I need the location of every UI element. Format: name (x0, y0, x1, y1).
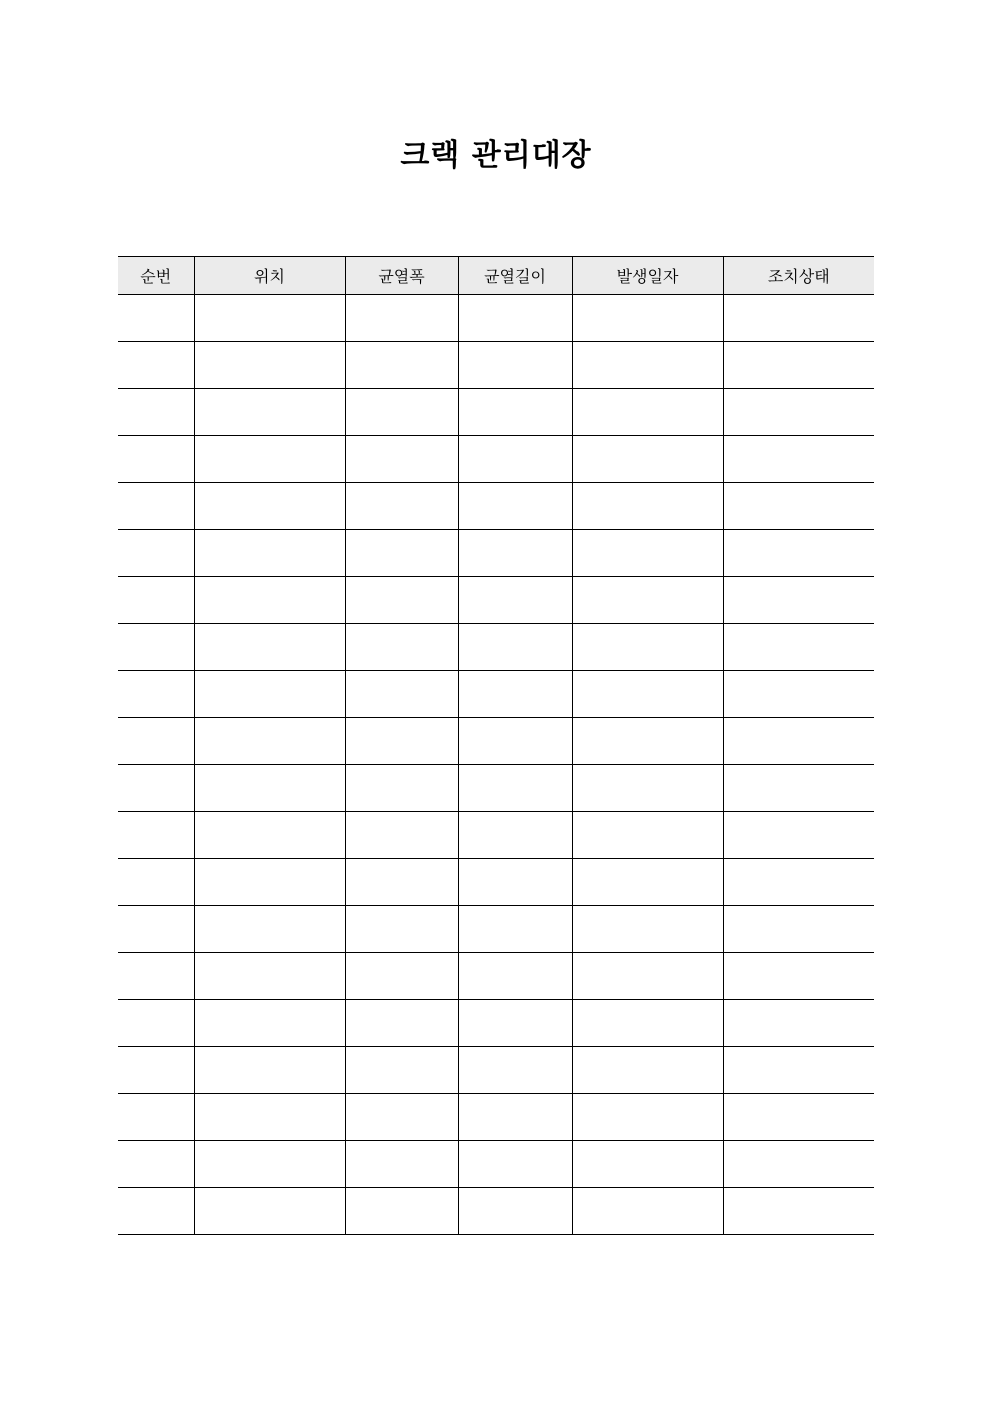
serial-number-cell (118, 953, 194, 1000)
crack-width-cell (345, 765, 458, 812)
crack-width-cell (345, 906, 458, 953)
crack-length-cell (458, 718, 572, 765)
serial-number-cell (118, 671, 194, 718)
header-row (118, 257, 874, 295)
serial-number-cell (118, 812, 194, 859)
table-row (118, 1094, 874, 1141)
table-row (118, 671, 874, 718)
table-row (118, 483, 874, 530)
header-action-status: 조치상태 (723, 257, 874, 295)
crack-width-cell (345, 389, 458, 436)
table-row (118, 812, 874, 859)
crack-length-cell (458, 1000, 572, 1047)
crack-length-cell (458, 624, 572, 671)
occurrence-date-cell (572, 295, 723, 342)
location-cell (194, 295, 345, 342)
action-status-cell (723, 812, 874, 859)
header-crack-width: 균열폭 (345, 257, 458, 295)
crack-width-cell (345, 1188, 458, 1235)
crack-width-cell (345, 1047, 458, 1094)
crack-length-cell (458, 389, 572, 436)
table-row (118, 342, 874, 389)
action-status-cell (723, 389, 874, 436)
table-row (118, 389, 874, 436)
table-row (118, 906, 874, 953)
crack-width-cell (345, 483, 458, 530)
serial-number-cell (118, 1094, 194, 1141)
crack-width-cell (345, 859, 458, 906)
location-cell (194, 577, 345, 624)
action-status-cell (723, 1000, 874, 1047)
crack-width-cell (345, 812, 458, 859)
action-status-cell (723, 953, 874, 1000)
crack-width-cell (345, 577, 458, 624)
serial-number-cell (118, 483, 194, 530)
crack-width-cell (345, 1094, 458, 1141)
serial-number-cell (118, 624, 194, 671)
location-cell (194, 342, 345, 389)
table-row (118, 953, 874, 1000)
table-row (118, 1047, 874, 1094)
serial-number-cell (118, 765, 194, 812)
location-cell (194, 389, 345, 436)
action-status-cell (723, 1188, 874, 1235)
serial-number-cell (118, 906, 194, 953)
location-cell (194, 436, 345, 483)
crack-length-cell (458, 295, 572, 342)
crack-register-table (118, 256, 874, 1235)
serial-number-cell (118, 1047, 194, 1094)
crack-width-cell (345, 624, 458, 671)
location-cell (194, 671, 345, 718)
crack-length-cell (458, 953, 572, 1000)
serial-number-cell (118, 295, 194, 342)
serial-number-cell (118, 718, 194, 765)
crack-length-cell (458, 1047, 572, 1094)
table-body (118, 295, 874, 1235)
table-row (118, 1141, 874, 1188)
crack-width-cell (345, 953, 458, 1000)
header-crack-length: 균열길이 (458, 257, 572, 295)
occurrence-date-cell (572, 765, 723, 812)
occurrence-date-cell (572, 577, 723, 624)
location-cell (194, 530, 345, 577)
crack-length-cell (458, 342, 572, 389)
action-status-cell (723, 765, 874, 812)
crack-width-cell (345, 671, 458, 718)
crack-length-cell (458, 530, 572, 577)
occurrence-date-cell (572, 953, 723, 1000)
action-status-cell (723, 1047, 874, 1094)
crack-length-cell (458, 577, 572, 624)
table-row (118, 624, 874, 671)
occurrence-date-cell (572, 436, 723, 483)
table-row (118, 859, 874, 906)
location-cell (194, 765, 345, 812)
header-occurrence-date: 발생일자 (572, 257, 723, 295)
occurrence-date-cell (572, 718, 723, 765)
location-cell (194, 906, 345, 953)
table-row (118, 1000, 874, 1047)
occurrence-date-cell (572, 1000, 723, 1047)
crack-width-cell (345, 342, 458, 389)
location-cell (194, 953, 345, 1000)
page-title: 크랙 관리대장 (400, 138, 592, 173)
serial-number-cell (118, 1141, 194, 1188)
location-cell (194, 859, 345, 906)
header-serial-number: 순번 (118, 257, 194, 295)
serial-number-cell (118, 342, 194, 389)
crack-width-cell (345, 530, 458, 577)
serial-number-cell (118, 530, 194, 577)
crack-length-cell (458, 1094, 572, 1141)
occurrence-date-cell (572, 530, 723, 577)
action-status-cell (723, 436, 874, 483)
crack-length-cell (458, 1141, 572, 1188)
occurrence-date-cell (572, 483, 723, 530)
table-row (118, 718, 874, 765)
crack-width-cell (345, 718, 458, 765)
action-status-cell (723, 1141, 874, 1188)
location-cell (194, 1188, 345, 1235)
serial-number-cell (118, 1000, 194, 1047)
occurrence-date-cell (572, 812, 723, 859)
occurrence-date-cell (572, 671, 723, 718)
serial-number-cell (118, 577, 194, 624)
serial-number-cell (118, 389, 194, 436)
crack-length-cell (458, 1188, 572, 1235)
action-status-cell (723, 295, 874, 342)
crack-length-cell (458, 483, 572, 530)
location-cell (194, 1141, 345, 1188)
location-cell (194, 1094, 345, 1141)
table-header (118, 257, 874, 295)
serial-number-cell (118, 859, 194, 906)
occurrence-date-cell (572, 389, 723, 436)
table-row (118, 765, 874, 812)
table-row (118, 295, 874, 342)
action-status-cell (723, 671, 874, 718)
crack-length-cell (458, 812, 572, 859)
occurrence-date-cell (572, 624, 723, 671)
location-cell (194, 624, 345, 671)
location-cell (194, 483, 345, 530)
action-status-cell (723, 483, 874, 530)
occurrence-date-cell (572, 1047, 723, 1094)
occurrence-date-cell (572, 859, 723, 906)
crack-width-cell (345, 436, 458, 483)
crack-width-cell (345, 1000, 458, 1047)
crack-length-cell (458, 671, 572, 718)
table-row (118, 1188, 874, 1235)
action-status-cell (723, 906, 874, 953)
table-row (118, 577, 874, 624)
occurrence-date-cell (572, 342, 723, 389)
header-location: 위치 (194, 257, 345, 295)
table-row (118, 436, 874, 483)
action-status-cell (723, 1094, 874, 1141)
crack-width-cell (345, 1141, 458, 1188)
location-cell (194, 718, 345, 765)
action-status-cell (723, 342, 874, 389)
occurrence-date-cell (572, 1094, 723, 1141)
serial-number-cell (118, 436, 194, 483)
table-row (118, 530, 874, 577)
location-cell (194, 1047, 345, 1094)
crack-length-cell (458, 906, 572, 953)
crack-width-cell (345, 295, 458, 342)
serial-number-cell (118, 1188, 194, 1235)
location-cell (194, 812, 345, 859)
action-status-cell (723, 577, 874, 624)
occurrence-date-cell (572, 906, 723, 953)
occurrence-date-cell (572, 1188, 723, 1235)
action-status-cell (723, 530, 874, 577)
crack-length-cell (458, 859, 572, 906)
crack-length-cell (458, 765, 572, 812)
action-status-cell (723, 624, 874, 671)
occurrence-date-cell (572, 1141, 723, 1188)
crack-length-cell (458, 436, 572, 483)
action-status-cell (723, 718, 874, 765)
action-status-cell (723, 859, 874, 906)
location-cell (194, 1000, 345, 1047)
